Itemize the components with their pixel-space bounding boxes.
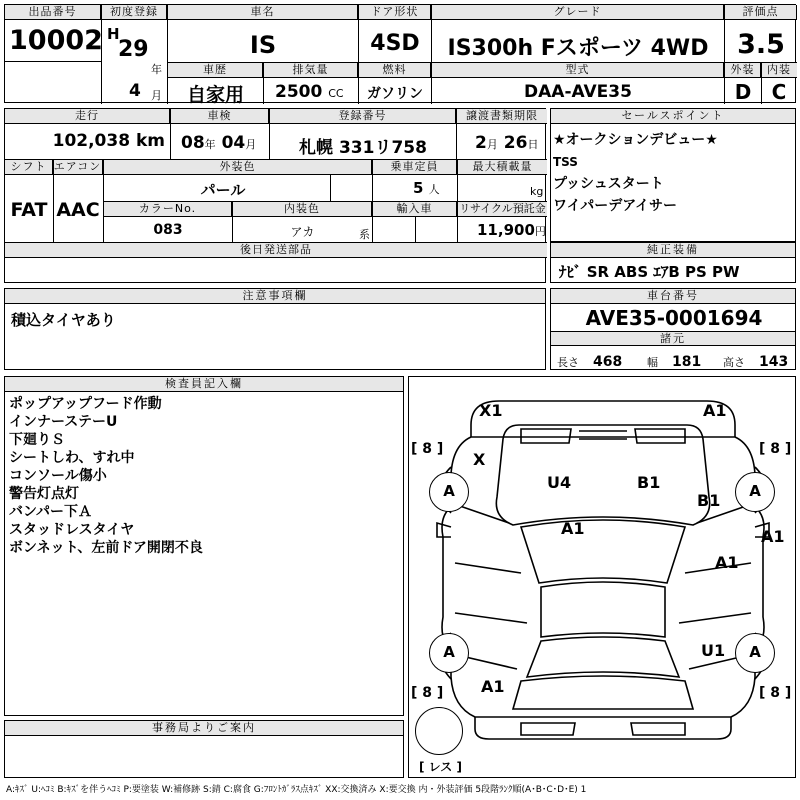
grade: IS300h Fスポーツ 4WD [447,36,709,61]
lot-no: 10002 [9,25,103,56]
door-label: ドア形状 [359,5,431,20]
color-no-label: カラーNo. [104,202,232,217]
legend: A:ｷｽﾞ U:ﾍｺﾐ B:ｷｽﾞを伴うﾍｺﾐ P:要塗装 W:補修跡 S:錆 C:腐食 G:ﾌﾛﾝﾄｶﾞﾗｽ点ｷｽﾞ XX:交換済み X:要交換 内・外装評価 5段階ﾗﾝｸ順(A･B･C･D･E) 1 [6,785,587,795]
model-label: 型式 [432,63,724,78]
mark-a1-front: A1 [703,401,727,420]
spare-tire [415,707,463,755]
inspection-date: 08年 04月 [181,133,257,153]
mark-a1-quarter: A1 [715,553,739,572]
reg-year: 29 [118,37,149,62]
sales-points-list [553,129,718,217]
mark-u4: U4 [547,473,572,492]
mark-a1-side: A1 [761,527,785,546]
ext-grade: D [734,80,752,104]
mark-u1: U1 [701,641,726,660]
car-outline-diagram [409,377,797,779]
caution-label: 注意事項欄 [5,289,545,304]
score: 3.5 [737,29,785,60]
equipment-box [550,242,796,283]
mileage-label: 走行 [5,109,170,124]
tread-front-left: [ 8 ] [411,441,444,457]
office-box [4,720,404,778]
transfer-date: 2月 26日 [475,133,539,153]
shift-label: シフト [5,160,53,175]
equipment: ﾅﾋﾞ SR ABS ｴｱB PS PW [559,263,740,281]
caution-text: 積込タイヤあり [11,311,116,329]
inspector-line: 下廻りＳ [9,432,65,448]
car-name: IS [249,31,277,59]
first-reg-label: 初度登録 [102,5,167,20]
parts-label: 後日発送部品 [5,243,547,258]
displacement-label: 排気量 [264,63,358,78]
chassis-label: 車台番号 [551,289,795,304]
tire-rear-left: A [429,633,469,673]
tread-rear-left: [ 8 ] [411,685,444,701]
ac-label: エアコン [53,160,102,173]
chassis-box [550,288,796,370]
tread-front-right: [ 8 ] [759,441,792,457]
chassis-no: AVE35-0001694 [585,306,763,330]
equipment-label: 純正装備 [551,243,795,258]
recycle-label: リサイクル預託金 [459,202,546,215]
shift: FAT [10,199,48,221]
sales-point-item: TSS [553,155,578,169]
spec-height: 高さ 143 [723,354,789,370]
caution-box [4,288,546,370]
damage-diagram [408,376,796,778]
mileage: 102,038 km [52,131,165,151]
int-color-label: 内装色 [233,202,372,217]
tire-rear-right: A [735,633,775,673]
door-type: 4SD [370,31,420,56]
sales-point-item: プッシュスタート [553,176,664,192]
inspector-label: 検査員記入欄 [5,377,403,392]
spec-width: 幅 181 [647,354,702,370]
capacity-label: 乗車定員 [373,160,457,175]
int-color: アカ [290,225,315,239]
inspector-line: シートしわ、すれ中 [9,450,135,466]
mark-b1-hood: B1 [637,473,661,492]
ext-color-label: 外装色 [104,160,372,175]
fuel: ガソリン [367,86,423,102]
tire-front-left: A [429,472,469,512]
inspector-line: インナーステーU [9,414,118,430]
inspector-notes [9,395,203,557]
month-unit: 月 [151,89,162,102]
vehicle-info-block [4,4,796,106]
inspector-line: コンソール傷小 [9,468,107,484]
load-label: 最大積載量 [458,160,547,175]
mark-x1: X1 [479,401,503,420]
era: H [107,25,120,43]
int-color-unit: 系 [359,228,370,241]
int-grade: C [771,80,787,104]
fuel-label: 燃料 [359,63,431,78]
inspector-line: ポップアップフード作動 [9,396,162,412]
usage-block [4,108,546,283]
sales-point-item: ワイパーデアイサー [553,198,678,214]
inspector-line: ボンネット、左前ドア開閉不良 [9,540,203,556]
ext-grade-label: 外装 [725,63,761,78]
recycle: 11,900円 [477,221,546,239]
import-label: 輸入車 [373,202,457,217]
inspection-label: 車検 [171,109,269,124]
spec-label: 諸元 [551,331,795,346]
grade-label: グレード [432,5,724,20]
inspector-line: 警告灯点灯 [9,486,79,502]
displacement: 2500 CC [275,82,344,102]
load-unit: kg [530,185,544,198]
car-name-label: 車名 [168,5,358,20]
sales-point-item: ★オークションデビュー★ [553,132,718,148]
tread-rear-right: [ 8 ] [759,685,792,701]
lot-no-label: 出品番号 [5,5,101,20]
tire-front-right: A [735,472,775,512]
reg-no-label: 登録番号 [270,109,456,124]
color-no: 083 [153,222,183,238]
score-label: 評価点 [725,5,797,20]
spare-label: [ レス ] [419,760,462,774]
office-label: 事務局よりご案内 [5,721,403,736]
reg-no: 札幌 331リ758 [299,138,427,158]
sales-points-box [550,108,796,242]
inspector-line: スタッドレスタイヤ [9,522,135,538]
mark-a1-rear: A1 [481,677,505,696]
sales-points-label: セールスポイント [551,109,795,124]
model: DAA-AVE35 [524,82,632,102]
spec-length: 長さ 468 [557,354,623,370]
mark-a1-center: A1 [561,519,585,538]
capacity: 5 人 [413,179,440,197]
history-label: 車歴 [168,63,263,78]
history: 自家用 [186,84,244,106]
mark-x: X [473,450,486,469]
transfer-label: 譲渡書類期限 [457,109,547,124]
inspector-line: バンパー下Ａ [9,504,93,520]
int-grade-label: 内装 [761,63,797,78]
ac: AAC [56,199,100,221]
ext-color: パール [200,181,246,199]
reg-month: 4 [129,81,141,101]
year-unit: 年 [151,63,162,76]
inspector-box [4,376,404,716]
mark-b1-side: B1 [697,491,721,510]
